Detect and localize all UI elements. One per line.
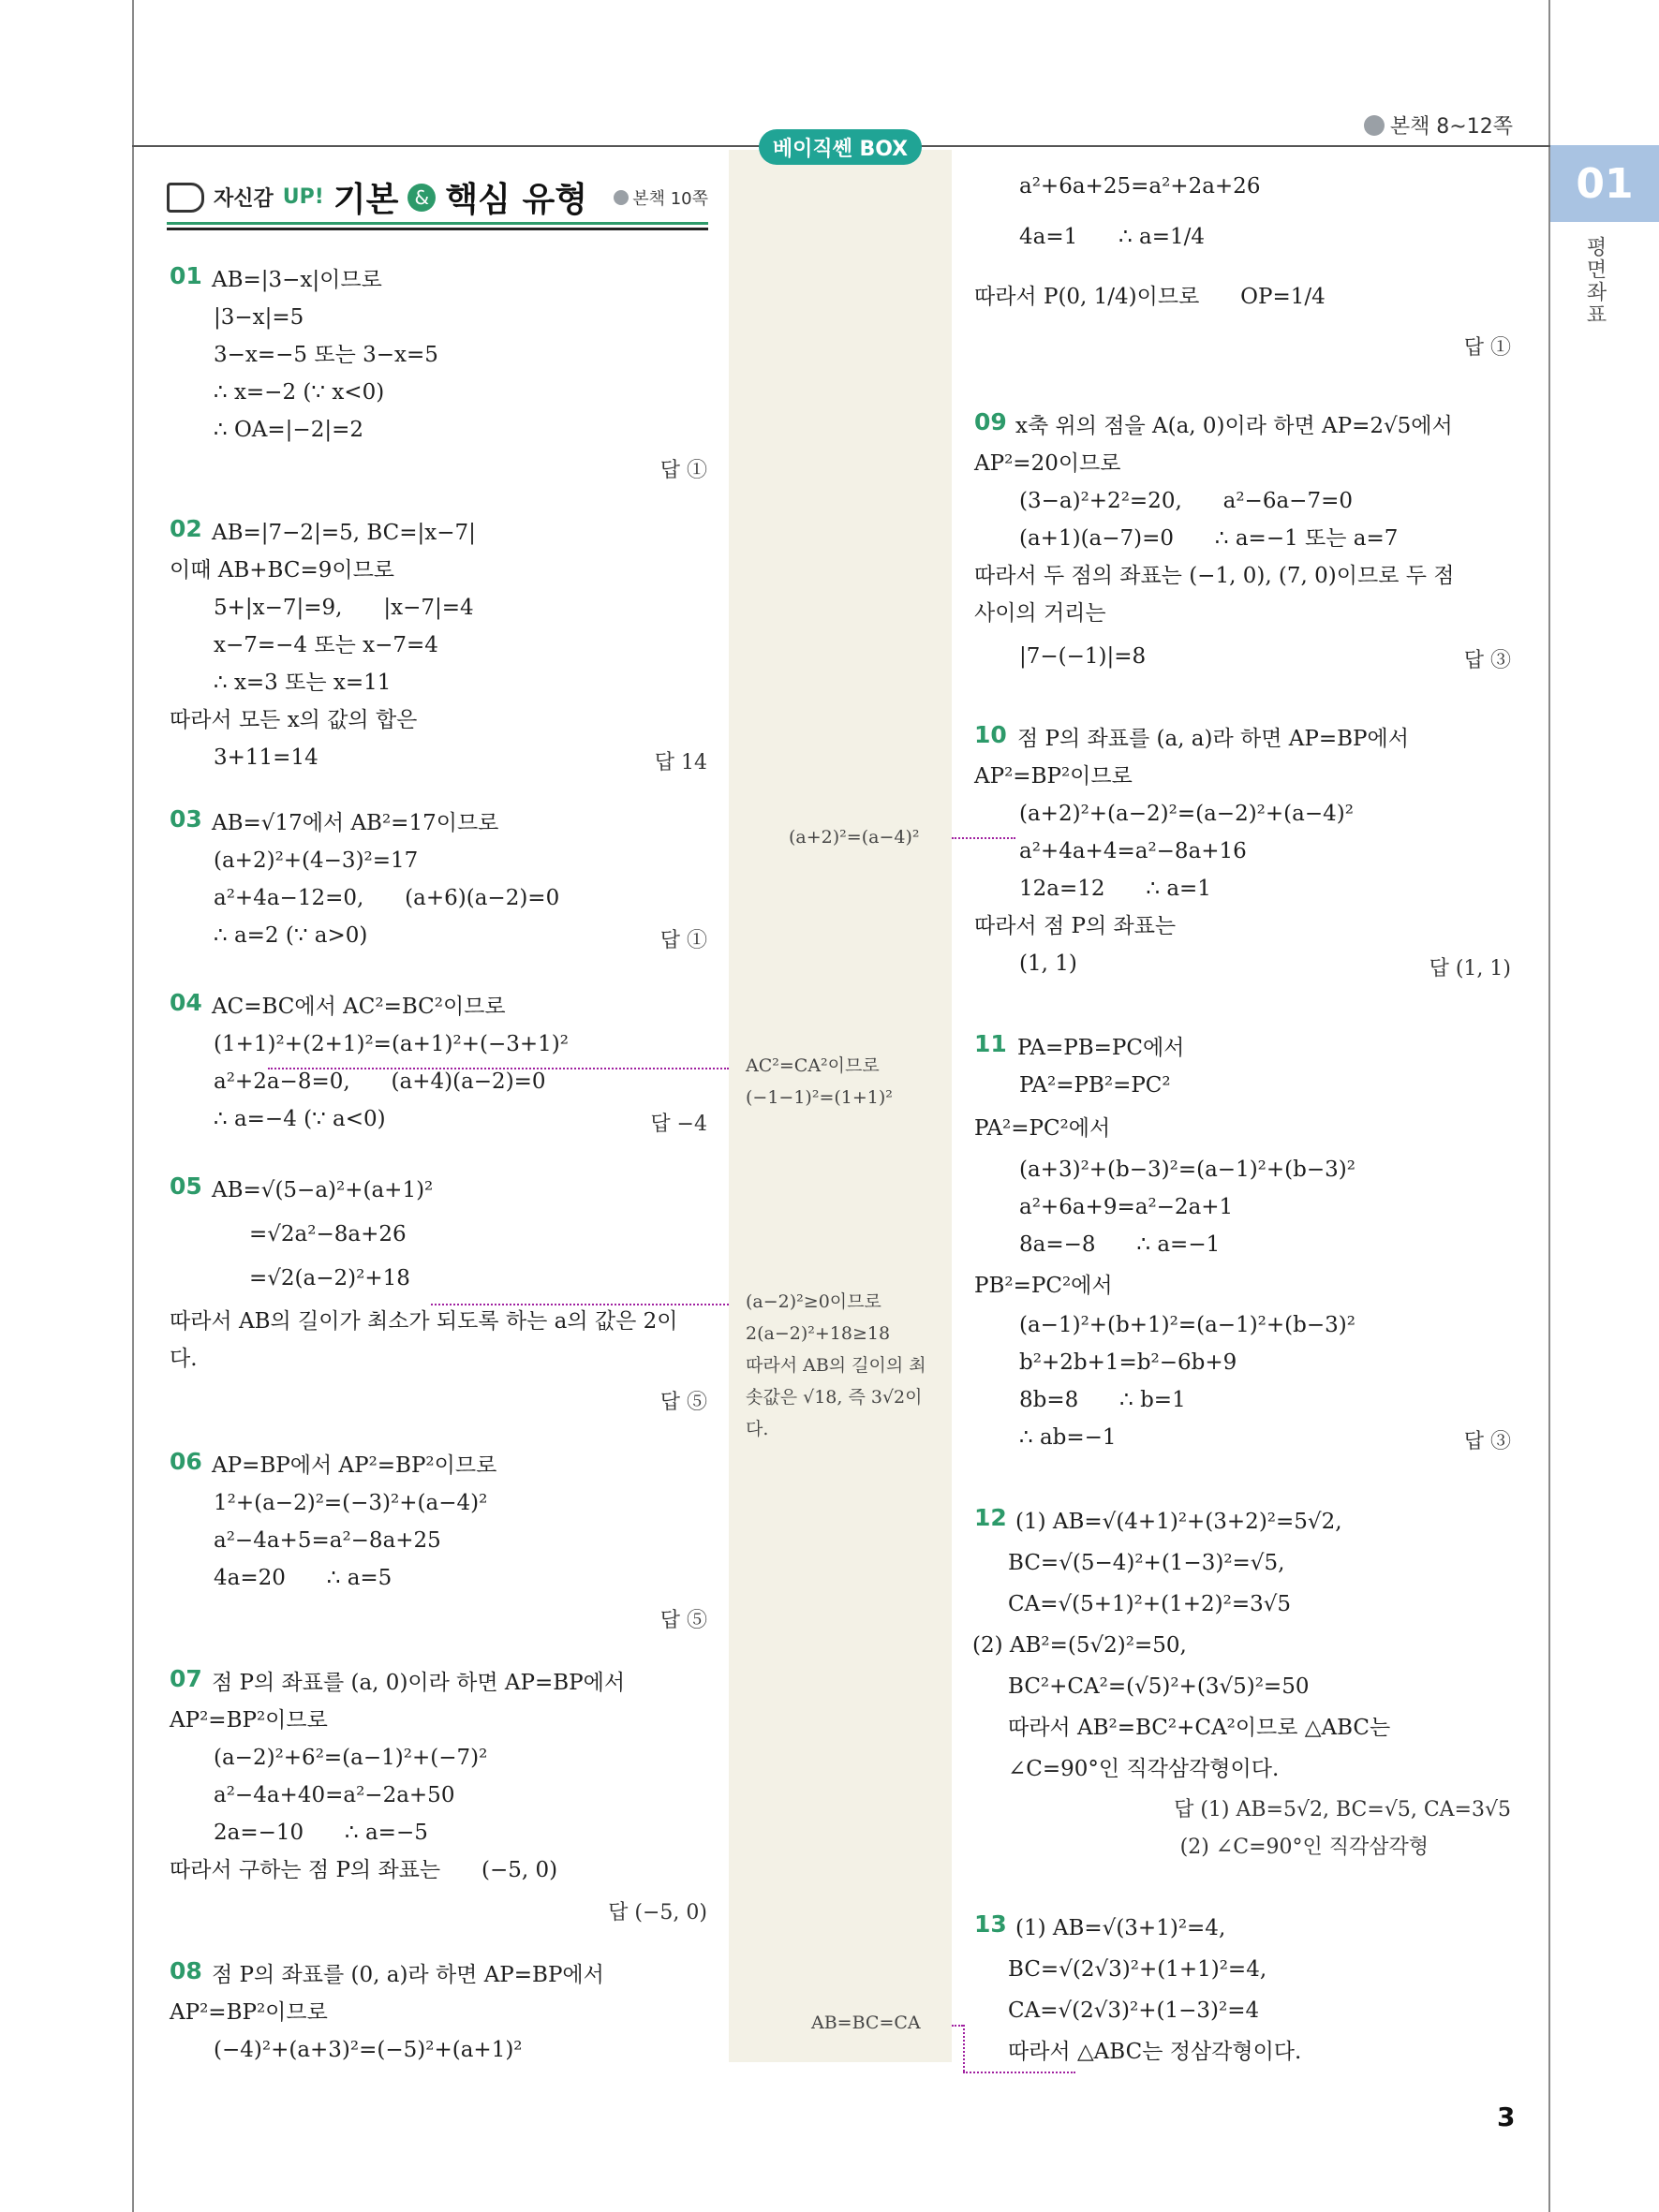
leader-line xyxy=(952,2025,963,2027)
box-note-line: (a−2)²≥0이므로 xyxy=(746,1291,881,1312)
solution-line: AB=|7−2|=5, BC=|x−7| xyxy=(212,521,476,545)
solution-line: (a+2)²+(4−3)²=17 xyxy=(214,848,419,873)
leader-line xyxy=(952,837,1015,839)
solution-line: (a−2)²+6²=(a−1)²+(−7)² xyxy=(214,1746,488,1770)
answer-mark: 답 14 xyxy=(654,751,707,774)
solution-line: x−7=−4 또는 x−7=4 xyxy=(214,633,438,657)
solution-line: 따라서 P(0, 1/4)이므로 OP=1/4 xyxy=(974,285,1326,309)
solution-line: 따라서 AB²=BC²+CA²이므로 △ABC는 xyxy=(1008,1716,1391,1740)
problem-number: 12 xyxy=(974,1504,1007,1531)
solution-line: (a+1)(a−7)=0 ∴ a=−1 또는 a=7 xyxy=(1019,526,1399,551)
basic-box-badge: 베이직쎈 BOX xyxy=(759,129,922,165)
leader-line xyxy=(963,2072,1075,2073)
answer-mark: 답 (1, 1) xyxy=(1429,957,1511,981)
solution-line: AP²=BP²이므로 xyxy=(170,2000,328,2025)
solution-line: |7−(−1)|=8 xyxy=(1019,644,1147,669)
solution-line: CA=√(2√3)²+(1−3)²=4 xyxy=(1008,1998,1260,2023)
solution-line: AB=√(5−a)²+(a+1)² xyxy=(212,1178,434,1202)
solution-line: (−4)²+(a+3)²=(−5)²+(a+1)² xyxy=(214,2038,523,2062)
solution-line: 점 P의 좌표를 (a, a)라 하면 AP=BP에서 xyxy=(1017,727,1409,751)
solution-line: 따라서 점 P의 좌표는 xyxy=(974,914,1177,938)
box-note-line: AC²=CA²이므로 xyxy=(746,1055,880,1076)
solution-line: BC=√(2√3)²+(1+1)²=4, xyxy=(1008,1957,1267,1982)
solution-line: 3+11=14 xyxy=(214,745,318,770)
page-reference-text: 본책 8~12쪽 xyxy=(1389,115,1513,139)
answer-mark: 답 ⑤ xyxy=(659,1609,707,1632)
solution-line: 따라서 구하는 점 P의 좌표는 (−5, 0) xyxy=(170,1858,558,1882)
page-reference xyxy=(1364,111,1513,140)
problem-number: 04 xyxy=(170,989,202,1016)
problem-number: 06 xyxy=(170,1448,202,1475)
solution-line: 다. xyxy=(170,1347,198,1371)
solution-line: AP²=BP²이므로 xyxy=(974,764,1133,789)
solution-line: 이때 AB+BC=9이므로 xyxy=(170,558,395,582)
solution-line: (a+3)²+(b−3)²=(a−1)²+(b−3)² xyxy=(1019,1158,1355,1182)
solution-line: 따라서 모든 x의 값의 합은 xyxy=(170,708,418,732)
solution-line: 사이의 거리는 xyxy=(974,601,1106,626)
solution-line: (1+1)²+(2+1)²=(a+1)²+(−3+1)² xyxy=(214,1032,569,1056)
problem-number: 13 xyxy=(974,1910,1007,1938)
problem-number: 08 xyxy=(170,1957,202,1984)
solution-line: PB²=PC²에서 xyxy=(974,1274,1113,1298)
section-up: UP! xyxy=(282,185,324,209)
page-right-border xyxy=(1548,0,1550,2212)
chapter-tab: 01 xyxy=(1550,145,1659,222)
answer-mark: 답 ① xyxy=(659,929,707,952)
section-reference xyxy=(614,185,708,210)
section-reference-text: 본책 10쪽 xyxy=(632,188,708,209)
solution-line: =√2(a−2)²+18 xyxy=(249,1266,410,1290)
solution-line: BC=√(5−4)²+(1−3)²=√5, xyxy=(1008,1551,1285,1575)
answer-mark: 답 (1) AB=5√2, BC=√5, CA=3√5 xyxy=(1174,1798,1511,1821)
solution-line: (1) AB=√(3+1)²=4, xyxy=(1015,1916,1226,1940)
box-note-line: (a+2)²=(a−4)² xyxy=(789,827,920,848)
problem-number: 09 xyxy=(974,408,1007,435)
box-note-line: 2(a−2)²+18≥18 xyxy=(746,1323,891,1344)
solution-line: a²−4a+40=a²−2a+50 xyxy=(214,1783,455,1807)
answer-mark: 답 ③ xyxy=(1463,649,1511,672)
solution-line: a²+2a−8=0, (a+4)(a−2)=0 xyxy=(214,1069,546,1094)
solution-line: (1, 1) xyxy=(1019,951,1077,976)
solution-line: 1²+(a−2)²=(−3)²+(a−4)² xyxy=(214,1491,488,1515)
solution-line: AB=|3−x|이므로 xyxy=(212,268,382,292)
box-note-line: 다. xyxy=(746,1419,769,1439)
problem-number: 05 xyxy=(170,1172,202,1200)
solution-line: a²+6a+9=a²−2a+1 xyxy=(1019,1195,1234,1219)
solution-line: a²+4a−12=0, (a+6)(a−2)=0 xyxy=(214,886,560,910)
answer-mark: 답 −4 xyxy=(650,1113,707,1136)
answer-mark: 답 ⑤ xyxy=(659,1391,707,1414)
solution-line: (1) AB=√(4+1)²+(3+2)²=5√2, xyxy=(1015,1510,1342,1534)
problem-number: 11 xyxy=(974,1030,1007,1057)
solution-line: ∴ a=2 (∵ a>0) xyxy=(214,923,368,948)
leader-line xyxy=(268,1068,729,1069)
solution-line: ∴ ab=−1 xyxy=(1019,1425,1117,1450)
solution-line: PA=PB=PC에서 xyxy=(1017,1036,1185,1060)
solution-line: a²+4a+4=a²−8a+16 xyxy=(1019,839,1247,863)
solution-line: AP=BP에서 AP²=BP²이므로 xyxy=(212,1453,497,1478)
box-note-line: 따라서 AB의 길이의 최 xyxy=(746,1355,926,1376)
solution-line: AC=BC에서 AC²=BC²이므로 xyxy=(212,995,506,1019)
solution-line: PA²=PC²에서 xyxy=(974,1116,1111,1141)
solution-line: 점 P의 좌표를 (0, a)라 하면 AP=BP에서 xyxy=(212,1963,604,1987)
solution-line: (a+2)²+(a−2)²=(a−2)²+(a−4)² xyxy=(1019,802,1354,826)
solution-line: PA²=PB²=PC² xyxy=(1019,1073,1171,1098)
solution-line: AP²=BP²이므로 xyxy=(170,1708,328,1733)
answer-mark: 답 ① xyxy=(1463,336,1511,360)
section-header xyxy=(167,173,708,228)
answer-mark: 답 ③ xyxy=(1463,1430,1511,1453)
answer-mark: (2) ∠C=90°인 직각삼각형 xyxy=(1179,1836,1429,1859)
problem-number: 10 xyxy=(974,721,1007,748)
solution-line: 따라서 AB의 길이가 최소가 되도록 하는 a의 값은 2이 xyxy=(170,1309,678,1334)
problem-number: 07 xyxy=(170,1665,202,1692)
solution-line: CA=√(5+1)²+(1+2)²=3√5 xyxy=(1008,1592,1292,1616)
solution-line: (a−1)²+(b+1)²=(a−1)²+(b−3)² xyxy=(1019,1313,1355,1337)
solution-line: ∠C=90°인 직각삼각형이다. xyxy=(1008,1757,1280,1781)
section-rule-green xyxy=(167,222,708,225)
book-ref-icon xyxy=(614,190,629,205)
solution-line: 4a=20 ∴ a=5 xyxy=(214,1566,393,1590)
solution-line: ∴ OA=|−2|=2 xyxy=(214,418,363,442)
problem-number: 01 xyxy=(170,262,202,289)
solution-line: b²+2b+1=b²−6b+9 xyxy=(1019,1350,1237,1375)
problem-number: 02 xyxy=(170,515,202,542)
solution-line: BC²+CA²=(√5)²+(3√5)²=50 xyxy=(1008,1674,1310,1699)
box-note-line: AB=BC=CA xyxy=(811,2013,921,2033)
solution-line: 따라서 △ABC는 정삼각형이다. xyxy=(1008,2040,1302,2064)
solution-line: (3−a)²+2²=20, a²−6a−7=0 xyxy=(1019,489,1353,513)
section-title-a: 기본 xyxy=(333,181,399,219)
ampersand-badge: & xyxy=(407,184,436,212)
solution-line: ∴ x=3 또는 x=11 xyxy=(214,671,392,695)
answer-mark: 답 (−5, 0) xyxy=(608,1901,707,1924)
page-left-border xyxy=(132,0,134,2212)
section-prefix: 자신감 xyxy=(214,187,274,211)
solution-line: ∴ a=−4 (∵ a<0) xyxy=(214,1107,386,1131)
solution-line: |3−x|=5 xyxy=(214,305,304,330)
solution-line: ∴ x=−2 (∵ x<0) xyxy=(214,380,385,405)
solution-line: 8b=8 ∴ b=1 xyxy=(1019,1388,1186,1412)
solution-line: AP²=20이므로 xyxy=(974,451,1121,476)
solution-line: 4a=1 ∴ a=1/4 xyxy=(1019,225,1206,249)
solution-line: (2) AB²=(5√2)²=50, xyxy=(972,1633,1187,1658)
megaphone-icon xyxy=(167,183,204,213)
solution-line: a²−4a+5=a²−8a+25 xyxy=(214,1528,441,1553)
problem-number: 03 xyxy=(170,805,202,833)
leader-line xyxy=(431,1304,729,1305)
leader-line xyxy=(963,2025,965,2072)
answer-mark: 답 ① xyxy=(659,459,707,482)
solution-line: 2a=−10 ∴ a=−5 xyxy=(214,1821,428,1845)
solution-line: a²+6a+25=a²+2a+26 xyxy=(1019,174,1261,199)
solution-line: x축 위의 점을 A(a, 0)이라 하면 AP=2√5에서 xyxy=(1015,414,1453,438)
solution-line: =√2a²−8a+26 xyxy=(249,1222,407,1246)
solution-line: 3−x=−5 또는 3−x=5 xyxy=(214,343,438,367)
solution-line: AB=√17에서 AB²=17이므로 xyxy=(212,811,499,835)
solution-line: 점 P의 좌표를 (a, 0)이라 하면 AP=BP에서 xyxy=(212,1671,626,1695)
solution-line: 따라서 두 점의 좌표는 (−1, 0), (7, 0)이므로 두 점 xyxy=(974,564,1455,588)
book-ref-icon xyxy=(1364,115,1385,136)
solution-line: 5+|x−7|=9, |x−7|=4 xyxy=(214,596,474,620)
box-note-line: 솟값은 √18, 즉 3√2이 xyxy=(746,1387,923,1408)
section-title-b: 핵심 유형 xyxy=(445,181,587,219)
chapter-title: 평면좌표 xyxy=(1583,236,1607,326)
solution-line: 12a=12 ∴ a=1 xyxy=(1019,877,1211,901)
page-number: 3 xyxy=(1497,2101,1516,2132)
section-rule-black xyxy=(167,228,708,230)
solution-line: 8a=−8 ∴ a=−1 xyxy=(1019,1232,1221,1257)
box-note-line: (−1−1)²=(1+1)² xyxy=(746,1087,893,1108)
